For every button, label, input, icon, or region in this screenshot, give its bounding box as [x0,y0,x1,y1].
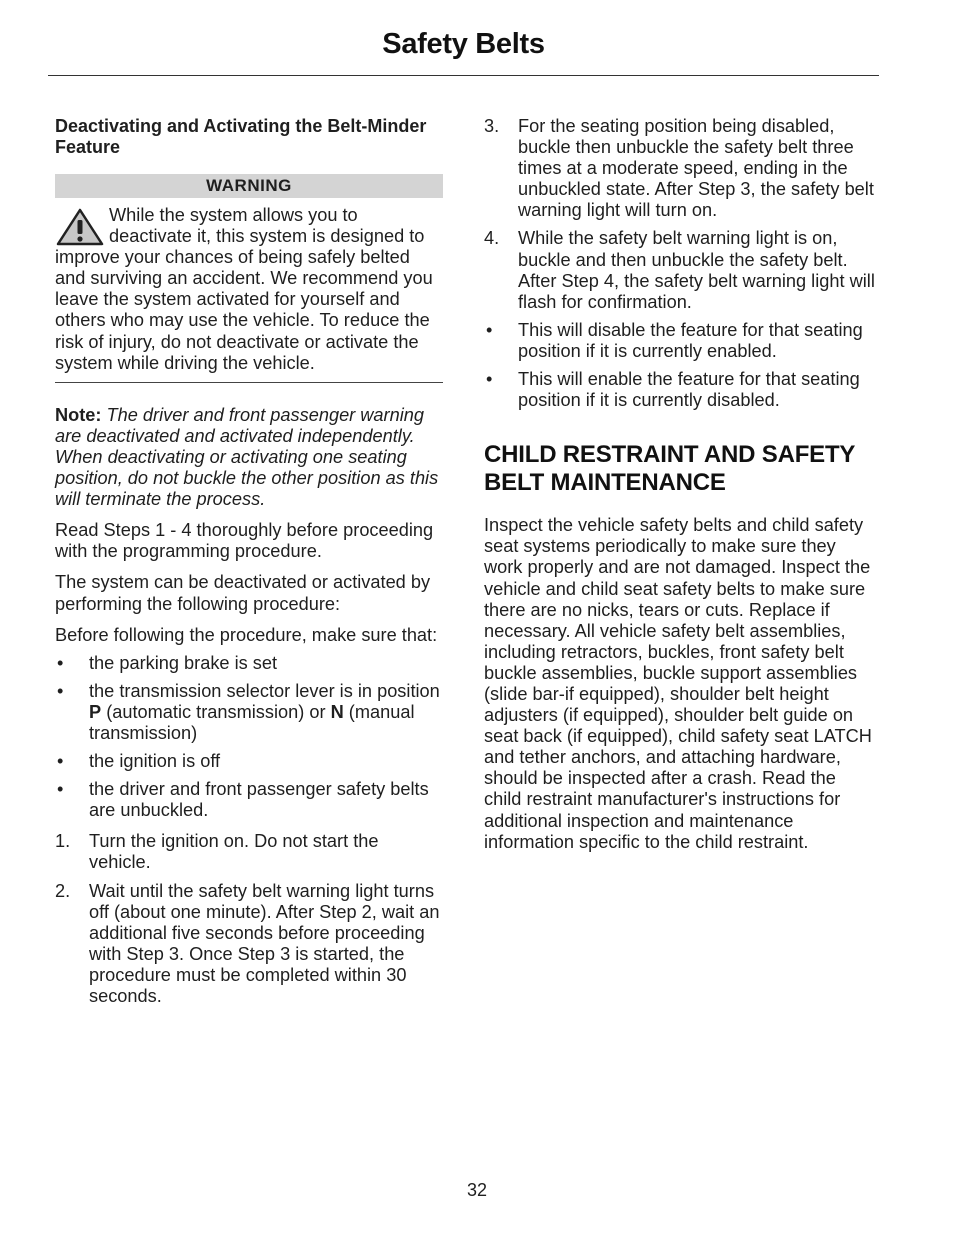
warning-text: While the system allows you to deactivate it, this system is designed to improve your chances of being safely belted and surviving an accident. We recommend you leave the system activated for yourself and others who may use the vehicle. To reduce the risk of injury, do not deactivate or activate the system while driving the vehicle. [55,205,433,373]
note-text: The driver and front passenger warning are deactivated and activated independently. When deactivating or activating one seating position, do not buckle the other position as this will terminate the process. [55,404,439,510]
list-item: • the ignition is off [57,751,221,772]
bullet-marker: • [57,652,64,673]
page-title: Safety Belts [382,28,545,60]
section-heading: CHILD RESTRAINT AND SAFETY BELT MAINTENANCE [484,441,855,497]
page-number: 32 [466,1180,488,1200]
right-column [484,116,876,863]
warning-label: WARNING [55,174,443,198]
bullet-marker: • [486,319,493,340]
maintenance-paragraph: Inspect the vehicle safety belts and child safety seat systems periodically to make sure they work properly and are not damaged. Inspect the vehicle and child seat safety belts to make sure there are no nicks, tears or cuts. Replace if necessary. All vehicle safety belt assemblies, including retractors, buckles, front safety belt buckle assemblies, buckle support assemblies (slide bar-if equipped), shoulder belt height adjusters (if equipped), shoulder belt guide on seat back (if equipped), child safety seat LATCH and tether anchors, and attaching hardware, should be inspected after a crash. Read the child restraint manufacturer's instructions for additional inspection and maintenance information specific to the child restraint. [484,515,872,852]
sub-heading: Deactivating and Activating the Belt-Minder Feature [55,116,427,157]
step-item: 2. Wait until the safety belt warning light turns off (about one minute). After Step 2, wait an additional five seconds before proceeding with Step 3. Once Step 3 is started, the procedure must be completed within 30 seconds. [55,880,440,1006]
steps-list-left [55,831,443,1007]
note-label: Note: [55,404,102,425]
bullet-marker: • [57,779,64,800]
bullet-marker: • [57,680,64,701]
precondition-list [55,653,443,822]
bullet-marker: • [486,369,493,390]
list-item: • the transmission selector lever is in position P (automatic transmission) or N (manual transmission) [57,680,440,743]
steps-list-right [484,116,876,313]
procedure-paragraph: The system can be deactivated or activated by performing the following procedure: [55,572,431,614]
warning-box [55,174,443,383]
intro-paragraph: Read Steps 1 - 4 thoroughly before proceeding with the programming procedure. [55,520,434,562]
step-item: 1. Turn the ignition on. Do not start the vehicle. [55,831,379,873]
result-list [484,320,876,411]
list-item: • This will disable the feature for that seating position if it is currently enabled. [486,319,863,361]
bullet-marker: • [57,751,64,772]
list-item: • This will enable the feature for that seating position if it is currently disabled. [486,369,860,411]
precondition-paragraph: Before following the procedure, make sure that: [55,624,438,645]
list-item: • the driver and front passenger safety belts are unbuckled. [57,779,429,821]
step-item: 3. For the seating position being disabled, buckle then unbuckle the safety belt three times at a moderate speed, ending in the unbuckled state. After Step 3, the safety belt warning light will turn on. [484,116,874,221]
warning-divider [55,382,443,383]
step-item: 4. While the safety belt warning light is on, buckle and then unbuckle the safety belt. After Step 4, the safety belt warning light will flash for confirmation. [484,228,875,312]
gear-p: P [89,701,102,722]
title-divider [48,75,879,76]
warning-triangle-icon [55,207,105,247]
note-paragraph [55,405,443,510]
gear-n: N [330,701,344,722]
list-item: • the parking brake is set [57,652,278,673]
left-column [55,116,443,1014]
